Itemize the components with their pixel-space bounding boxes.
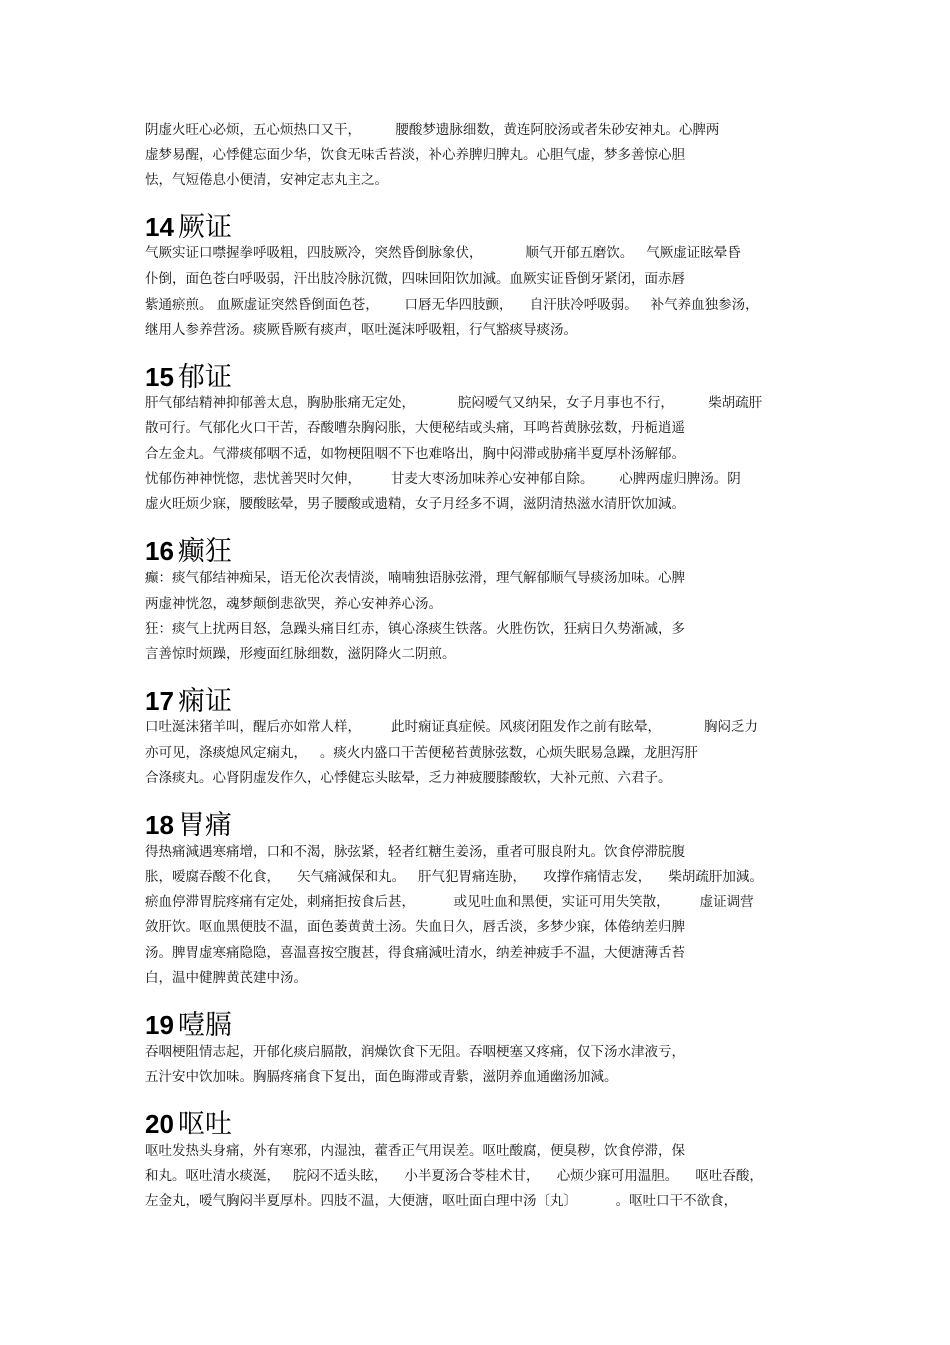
- section-title: 呕吐: [177, 1109, 232, 1140]
- section-title: 胃痛: [177, 810, 232, 841]
- section-heading: [145, 803, 232, 842]
- text-line: 呕吐发热头身痛，外有寒邪，内湿浊，藿香正气用误差。呕吐酸腐，便臭秽，饮食停滞，保: [145, 1143, 685, 1159]
- text-line: 左金丸，嗳气胸闷半夏厚朴。四肢不温，大便溏，呕吐面白理中汤〔丸〕 。呕吐口干不欲食，: [145, 1193, 738, 1209]
- section-title: 噎膈: [177, 1010, 232, 1041]
- text-line: 散可行。气郁化火口干苦，吞酸嘈杂胸闷胀，大便秘结或头痛，耳鸣苔黄脉弦数，丹栀逍遥: [145, 420, 685, 436]
- section-number: 18: [145, 810, 174, 840]
- section-heading: [145, 1003, 232, 1042]
- text-line: 合涤痰丸。心肾阴虚发作久，心悸健忘头眩晕，乏力神疲腰膝酸软，大补元煎、六君子。: [145, 770, 672, 786]
- section-heading: [145, 529, 232, 568]
- text-line: 虚火旺烦少寐，腰酸眩晕，男子腰酸或遗精，女子月经多不调，滋阴清热滋水清肝饮加減。: [145, 496, 685, 512]
- section-title: 癫狂: [177, 536, 232, 567]
- text-line: 胀，嗳腐吞酸不化食， 矢气痛減保和丸。 肝气犯胃痛连胁， 攻撑作痛情志发， 柴胡疏肝加減。: [145, 869, 763, 885]
- text-line: 吞咽梗阻情志起，开郁化痰启膈散，润燥饮食下无阻。吞咽梗塞又疼痛，仅下汤水津液亏，: [145, 1044, 685, 1060]
- section-number: 17: [145, 686, 174, 716]
- section-number: 15: [145, 362, 174, 392]
- section-heading: [145, 1102, 232, 1141]
- section-title: 郁证: [177, 362, 232, 393]
- text-line: 肝气郁结精神抑郁善太息，胸胁胀痛无定处， 脘闷嗳气又纳呆，女子月事也不行， 柴胡疏肝: [145, 395, 763, 411]
- section-number: 19: [145, 1010, 174, 1040]
- text-line: 和丸。呕吐清水痰涎， 脘闷不适头眩， 小半夏汤合苓桂术甘， 心烦少寐可用温胆。 呕吐吞酸，: [145, 1168, 763, 1184]
- text-line: 汤。脾胃虚寒痛隐隐，喜温喜按空腹甚，得食痛減吐清水，纳差神疲手不温，大便溏薄舌苔: [145, 945, 685, 961]
- section-title: 痫证: [177, 686, 232, 717]
- text-line: 瘀血停滞胃脘疼痛有定处，刺痛拒按食后甚， 或见吐血和黑便，实证可用失笑散， 虚证调营: [145, 894, 754, 910]
- text-line: 阴虚火旺心必烦，五心烦热口又干， 腰酸梦遗脉细数，黄连阿胶汤或者朱砂安神丸。心脾两: [145, 122, 720, 138]
- section-heading: [145, 355, 232, 394]
- text-line: 敛肝饮。呕血黑便肢不温，面色萎黄黄土汤。失血日久，唇舌淡，多梦少寐，体倦纳差归脾: [145, 919, 685, 935]
- section-heading: [145, 205, 232, 244]
- text-line: 虚梦易醒，心悸健忘面少华，饮食无味舌苔淡，补心养脾归脾丸。心胆气虚，梦多善惊心胆: [145, 147, 685, 163]
- text-line: 得热痛減遇寒痛增，口和不渴，脉弦紧，轻者红糖生姜汤，重者可服良附丸。饮食停滞脘腹: [145, 844, 685, 860]
- text-line: 合左金丸。气滞痰郁咽不适，如物梗阻咽不下也难咯出，胸中闷滞或胁痛半夏厚朴汤解郁。: [145, 446, 685, 462]
- text-line: 怯，气短倦息小便清，安神定志丸主之。: [145, 172, 388, 188]
- text-line: 仆倒，面色苍白呼吸弱，汗出肢冷脉沉微，四味回阳饮加減。血厥实证昏倒牙紧闭，面赤唇: [145, 271, 685, 287]
- text-line: 继用人参养营汤。痰厥昏厥有痰声，呕吐涎沫呼吸粗，行气豁痰导痰汤。: [145, 322, 577, 338]
- text-line: 两虚神恍忽，魂梦颠倒悲欲哭，养心安神养心汤。: [145, 596, 442, 612]
- text-line: 癫：痰气郁结神痴呆，语无伦次表情淡，喃喃独语脉弦滑，理气解郁顺气导痰汤加味。心脾: [145, 570, 685, 586]
- text-line: 亦可见，涤痰熄风定痫丸， 。痰火内盛口干苦便秘苔黄脉弦数，心烦失眠易急躁，龙胆泻肝: [145, 745, 698, 761]
- section-number: 16: [145, 536, 174, 566]
- text-line: 言善惊时烦躁，形瘦面红脉细数，滋阴降火二阴煎。: [145, 646, 456, 662]
- section-number: 20: [145, 1109, 174, 1139]
- section-heading: [145, 679, 232, 718]
- text-line: 五汁安中饮加味。胸膈疼痛食下复出，面色晦滞或青紫，滋阴养血通幽汤加減。: [145, 1069, 618, 1085]
- text-line: 白，温中健脾黄芪建中汤。: [145, 970, 307, 986]
- text-line: 忧郁伤神神恍惚，悲忧善哭时欠伸， 甘麦大枣汤加味养心安神郁自除。 心脾两虚归脾汤。阴: [145, 471, 741, 487]
- text-line: 狂：痰气上扰两目怒，急躁头痛目红赤，镇心涤痰生铁落。火胜伤饮，狂病日久势渐减，多: [145, 621, 685, 637]
- text-line: 紫通瘀煎。 血厥虚证突然昏倒面色苍， 口唇无华四肢颤， 自汗肤冷呼吸弱。 补气养血独参汤，: [145, 297, 759, 313]
- text-line: 气厥实证口噤握拳呼吸粗，四肢厥冷，突然昏倒脉象伏， 顺气开郁五磨饮。 气厥虚证眩晕昏: [145, 245, 741, 261]
- section-title: 厥证: [177, 212, 232, 243]
- section-number: 14: [145, 212, 174, 242]
- text-line: 口吐涎沫猪羊叫，醒后亦如常人样， 此时痫证真症候。风痰闭阻发作之前有眩晕， 胸闷乏力: [145, 719, 758, 735]
